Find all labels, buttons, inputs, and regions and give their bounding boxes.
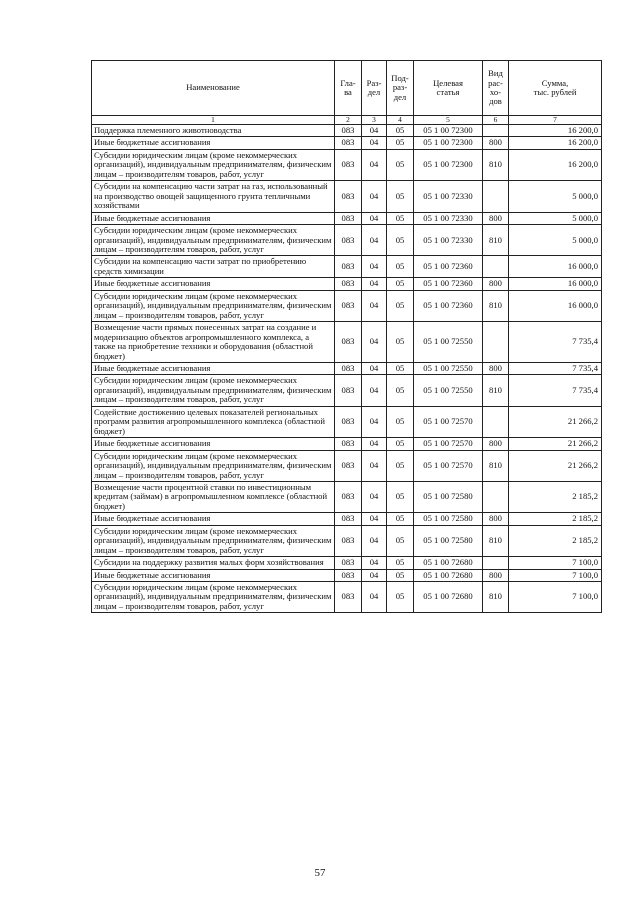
cell-expense-type: 810 [483, 375, 509, 406]
column-number: 1 [92, 116, 335, 125]
cell-glava: 083 [335, 290, 362, 321]
cell-target-article: 05 1 00 72550 [414, 362, 483, 374]
cell-glava: 083 [335, 137, 362, 149]
cell-expense-type: 810 [483, 149, 509, 180]
cell-glava: 083 [335, 212, 362, 224]
cell-razdel: 04 [362, 525, 387, 556]
table-header-row [92, 61, 602, 116]
cell-podrazdel: 05 [387, 481, 414, 512]
cell-podrazdel: 05 [387, 513, 414, 525]
cell-glava: 083 [335, 181, 362, 212]
table-row [92, 569, 602, 581]
cell-sum: 7 100,0 [509, 569, 602, 581]
cell-sum: 21 266,2 [509, 450, 602, 481]
cell-glava: 083 [335, 149, 362, 180]
cell-sum: 21 266,2 [509, 438, 602, 450]
table-row [92, 125, 602, 137]
header-expense-type: Вид рас- хо- дов [483, 61, 509, 116]
cell-sum: 7 100,0 [509, 557, 602, 569]
cell-sum: 16 200,0 [509, 125, 602, 137]
cell-razdel: 04 [362, 569, 387, 581]
cell-sum: 7 735,4 [509, 375, 602, 406]
cell-expense-type: 800 [483, 278, 509, 290]
column-number: 6 [483, 116, 509, 125]
cell-razdel: 04 [362, 513, 387, 525]
cell-sum: 16 000,0 [509, 290, 602, 321]
table-row [92, 438, 602, 450]
cell-podrazdel: 05 [387, 256, 414, 278]
cell-razdel: 04 [362, 362, 387, 374]
cell-razdel: 04 [362, 582, 387, 613]
cell-podrazdel: 05 [387, 225, 414, 256]
cell-name: Иные бюджетные ассигнования [92, 278, 335, 290]
cell-target-article: 05 1 00 72570 [414, 450, 483, 481]
cell-glava: 083 [335, 450, 362, 481]
table-row [92, 450, 602, 481]
cell-podrazdel: 05 [387, 181, 414, 212]
cell-podrazdel: 05 [387, 137, 414, 149]
cell-target-article: 05 1 00 72300 [414, 149, 483, 180]
cell-name: Субсидии на компенсацию части затрат на газ, использованный на производство овощей защищенного грунта тепличными хозяйствами [92, 181, 335, 212]
cell-expense-type: 800 [483, 569, 509, 581]
cell-sum: 21 266,2 [509, 406, 602, 437]
table-row [92, 181, 602, 212]
cell-expense-type: 810 [483, 525, 509, 556]
cell-glava: 083 [335, 322, 362, 363]
cell-sum: 2 185,2 [509, 513, 602, 525]
cell-expense-type [483, 125, 509, 137]
cell-name: Возмещение части процентной ставки по инвестиционным кредитам (займам) в агропромышленном комплексе (областной бюджет) [92, 481, 335, 512]
table-row [92, 149, 602, 180]
cell-sum: 5 000,0 [509, 181, 602, 212]
cell-expense-type: 800 [483, 137, 509, 149]
cell-expense-type: 810 [483, 582, 509, 613]
cell-expense-type [483, 256, 509, 278]
cell-name: Субсидии юридическим лицам (кроме некоммерческих организаций), индивидуальным предпринимателям, физическим лицам – производителям товаров, работ, услуг [92, 375, 335, 406]
cell-name: Содействие достижению целевых показателей региональных программ развития агропромышленного комплекса (областной бюджет) [92, 406, 335, 437]
cell-target-article: 05 1 00 72330 [414, 181, 483, 212]
cell-name: Субсидии юридическим лицам (кроме некоммерческих организаций), индивидуальным предпринимателям, физическим лицам – производителям товаров, работ, услуг [92, 582, 335, 613]
cell-sum: 16 200,0 [509, 149, 602, 180]
cell-podrazdel: 05 [387, 212, 414, 224]
cell-razdel: 04 [362, 322, 387, 363]
cell-sum: 16 200,0 [509, 137, 602, 149]
cell-target-article: 05 1 00 72580 [414, 513, 483, 525]
cell-target-article: 05 1 00 72680 [414, 582, 483, 613]
budget-table [91, 60, 602, 613]
column-number: 2 [335, 116, 362, 125]
table-row [92, 406, 602, 437]
cell-name: Иные бюджетные ассигнования [92, 438, 335, 450]
cell-glava: 083 [335, 582, 362, 613]
cell-podrazdel: 05 [387, 569, 414, 581]
table-row [92, 137, 602, 149]
cell-name: Субсидии на поддержку развития малых форм хозяйствования [92, 557, 335, 569]
cell-razdel: 04 [362, 149, 387, 180]
cell-glava: 083 [335, 438, 362, 450]
cell-podrazdel: 05 [387, 149, 414, 180]
table-row [92, 225, 602, 256]
table-row [92, 278, 602, 290]
cell-target-article: 05 1 00 72360 [414, 278, 483, 290]
cell-razdel: 04 [362, 450, 387, 481]
cell-name: Иные бюджетные ассигнования [92, 362, 335, 374]
table-row [92, 212, 602, 224]
cell-glava: 083 [335, 557, 362, 569]
cell-sum: 5 000,0 [509, 225, 602, 256]
table-row [92, 256, 602, 278]
cell-name: Субсидии на компенсацию части затрат по приобретению средств химизации [92, 256, 335, 278]
cell-target-article: 05 1 00 72550 [414, 322, 483, 363]
page-number: 57 [314, 867, 326, 879]
table-row [92, 525, 602, 556]
cell-glava: 083 [335, 569, 362, 581]
cell-sum: 16 000,0 [509, 278, 602, 290]
column-number: 4 [387, 116, 414, 125]
cell-target-article: 05 1 00 72580 [414, 481, 483, 512]
cell-expense-type: 800 [483, 212, 509, 224]
table-row [92, 557, 602, 569]
header-sum: Сумма, тыс. рублей [509, 61, 602, 116]
cell-podrazdel: 05 [387, 438, 414, 450]
cell-podrazdel: 05 [387, 525, 414, 556]
cell-glava: 083 [335, 375, 362, 406]
table-row [92, 582, 602, 613]
cell-podrazdel: 05 [387, 125, 414, 137]
cell-target-article: 05 1 00 72680 [414, 569, 483, 581]
cell-name: Иные бюджетные ассигнования [92, 212, 335, 224]
cell-name: Иные бюджетные ассигнования [92, 513, 335, 525]
cell-glava: 083 [335, 125, 362, 137]
cell-expense-type: 800 [483, 362, 509, 374]
cell-glava: 083 [335, 513, 362, 525]
cell-glava: 083 [335, 256, 362, 278]
cell-razdel: 04 [362, 256, 387, 278]
cell-sum: 7 735,4 [509, 322, 602, 363]
cell-sum: 7 100,0 [509, 582, 602, 613]
cell-podrazdel: 05 [387, 582, 414, 613]
cell-sum: 7 735,4 [509, 362, 602, 374]
cell-razdel: 04 [362, 375, 387, 406]
cell-podrazdel: 05 [387, 557, 414, 569]
cell-expense-type [483, 322, 509, 363]
table-row [92, 375, 602, 406]
cell-sum: 5 000,0 [509, 212, 602, 224]
cell-name: Иные бюджетные ассигнования [92, 137, 335, 149]
cell-target-article: 05 1 00 72300 [414, 137, 483, 149]
cell-expense-type [483, 557, 509, 569]
cell-razdel: 04 [362, 481, 387, 512]
cell-target-article: 05 1 00 72360 [414, 256, 483, 278]
cell-razdel: 04 [362, 125, 387, 137]
table-row [92, 322, 602, 363]
cell-glava: 083 [335, 362, 362, 374]
cell-razdel: 04 [362, 438, 387, 450]
cell-target-article: 05 1 00 72570 [414, 406, 483, 437]
cell-razdel: 04 [362, 557, 387, 569]
table-row [92, 290, 602, 321]
cell-target-article: 05 1 00 72580 [414, 525, 483, 556]
cell-glava: 083 [335, 406, 362, 437]
cell-expense-type: 810 [483, 450, 509, 481]
cell-name: Субсидии юридическим лицам (кроме некоммерческих организаций), индивидуальным предпринимателям, физическим лицам – производителям товаров, работ, услуг [92, 149, 335, 180]
cell-target-article: 05 1 00 72330 [414, 225, 483, 256]
cell-name: Субсидии юридическим лицам (кроме некоммерческих организаций), индивидуальным предпринимателям, физическим лицам – производителям товаров, работ, услуг [92, 290, 335, 321]
column-number-row [92, 116, 602, 125]
cell-name: Субсидии юридическим лицам (кроме некоммерческих организаций), индивидуальным предпринимателям, физическим лицам – производителям товаров, работ, услуг [92, 525, 335, 556]
cell-razdel: 04 [362, 212, 387, 224]
cell-target-article: 05 1 00 72330 [414, 212, 483, 224]
table-row [92, 481, 602, 512]
cell-name: Субсидии юридическим лицам (кроме некоммерческих организаций), индивидуальным предпринимателям, физическим лицам – производителям товаров, работ, услуг [92, 225, 335, 256]
cell-razdel: 04 [362, 406, 387, 437]
header-glava: Гла- ва [335, 61, 362, 116]
column-number: 5 [414, 116, 483, 125]
cell-razdel: 04 [362, 290, 387, 321]
cell-expense-type [483, 181, 509, 212]
cell-podrazdel: 05 [387, 362, 414, 374]
cell-target-article: 05 1 00 72300 [414, 125, 483, 137]
cell-target-article: 05 1 00 72550 [414, 375, 483, 406]
cell-razdel: 04 [362, 181, 387, 212]
cell-sum: 16 000,0 [509, 256, 602, 278]
cell-expense-type [483, 406, 509, 437]
cell-expense-type: 800 [483, 438, 509, 450]
cell-glava: 083 [335, 525, 362, 556]
header-target-article: Целевая статья [414, 61, 483, 116]
cell-expense-type: 810 [483, 225, 509, 256]
column-number: 3 [362, 116, 387, 125]
cell-expense-type: 800 [483, 513, 509, 525]
header-podrazdel: Под- раз- дел [387, 61, 414, 116]
cell-name: Возмещение части прямых понесенных затрат на создание и модернизацию объектов агропромышленного комплекса, а также на приобретение техники и оборудования (областной бюджет) [92, 322, 335, 363]
cell-podrazdel: 05 [387, 290, 414, 321]
cell-sum: 2 185,2 [509, 525, 602, 556]
column-number: 7 [509, 116, 602, 125]
cell-razdel: 04 [362, 225, 387, 256]
header-razdel: Раз- дел [362, 61, 387, 116]
cell-target-article: 05 1 00 72360 [414, 290, 483, 321]
cell-podrazdel: 05 [387, 322, 414, 363]
cell-podrazdel: 05 [387, 278, 414, 290]
cell-target-article: 05 1 00 72680 [414, 557, 483, 569]
cell-glava: 083 [335, 225, 362, 256]
cell-glava: 083 [335, 481, 362, 512]
cell-sum: 2 185,2 [509, 481, 602, 512]
cell-name: Иные бюджетные ассигнования [92, 569, 335, 581]
header-name: Наименование [92, 61, 335, 116]
cell-podrazdel: 05 [387, 406, 414, 437]
cell-expense-type [483, 481, 509, 512]
cell-name: Поддержка племенного животноводства [92, 125, 335, 137]
cell-glava: 083 [335, 278, 362, 290]
table-row [92, 362, 602, 374]
cell-podrazdel: 05 [387, 375, 414, 406]
cell-expense-type: 810 [483, 290, 509, 321]
cell-name: Субсидии юридическим лицам (кроме некоммерческих организаций), индивидуальным предпринимателям, физическим лицам – производителям товаров, работ, услуг [92, 450, 335, 481]
table-row [92, 513, 602, 525]
cell-razdel: 04 [362, 278, 387, 290]
cell-razdel: 04 [362, 137, 387, 149]
cell-target-article: 05 1 00 72570 [414, 438, 483, 450]
cell-podrazdel: 05 [387, 450, 414, 481]
table-body [92, 125, 602, 613]
